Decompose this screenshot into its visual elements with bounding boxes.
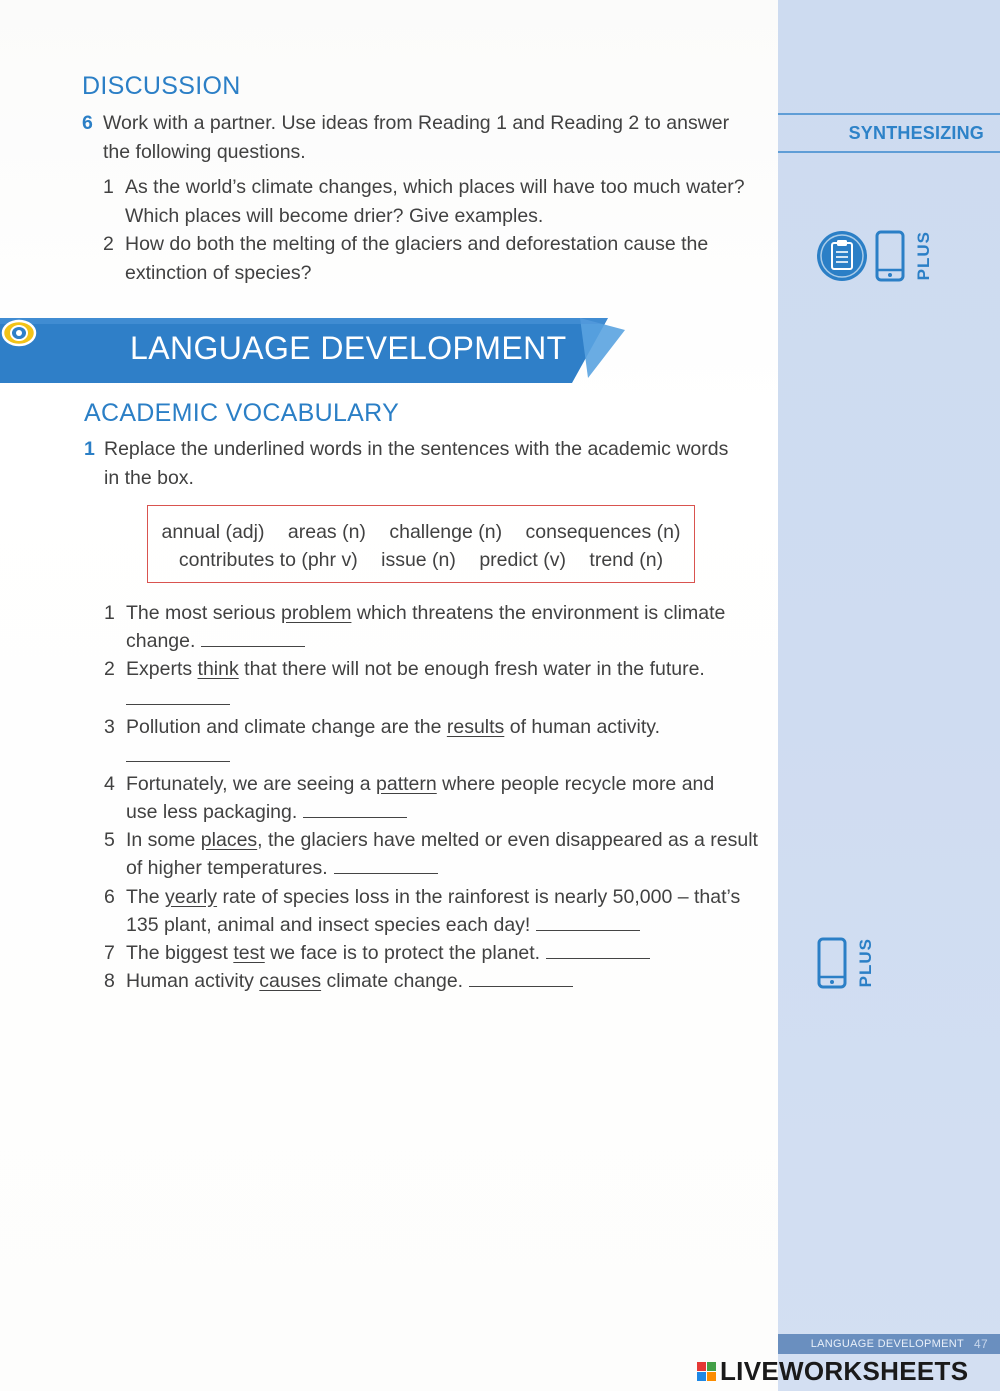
underlined-word: yearly [165,885,218,908]
item-number: 7 [104,942,115,965]
exercise-item [104,770,764,826]
sidebar-icons-lower [816,935,876,991]
item-text: 135 plant, animal and insect species each day! [126,913,531,936]
exercise-item [104,713,764,762]
liveworksheets-logo-icon [697,1362,716,1381]
page-number: 47 [974,1337,988,1351]
plus-label: PLUS [914,231,933,281]
item-text: The [126,885,166,908]
answer-blank[interactable] [126,684,230,705]
word-row [148,546,694,574]
exercise-item [104,883,764,939]
exercise-item [104,967,764,995]
underlined-word: pattern [376,772,437,795]
item-text: of human activity. [504,715,661,738]
item-text: , the glaciers have melted or even disappeared as a result [257,829,758,852]
answer-blank[interactable] [469,985,573,987]
list-item [103,173,773,230]
item-number: 4 [104,772,115,795]
discussion-items [103,173,773,287]
word-row [148,518,694,546]
page-footer [778,1334,1000,1354]
discussion-heading: DISCUSSION [82,72,241,100]
liveworksheets-watermark [697,1356,968,1386]
item-text: of higher temperatures. [126,857,328,880]
item-text: Experts [126,658,198,681]
exercise-list [104,599,764,995]
question-text: the following questions. [103,140,306,163]
answer-blank[interactable] [303,816,407,818]
watermark-text: LIVEWORKSHEETS [720,1355,969,1386]
side-strip [778,0,1000,1391]
word-item: annual (adj) [161,521,265,543]
item-text: Which places will become drier? Give examples. [125,204,544,227]
item-text: As the world’s climate changes, which places will have too much water? [125,176,745,198]
item-text: The most serious [126,602,281,624]
answer-blank[interactable] [536,929,640,931]
item-text: How do both the melting of the glaciers and deforestation cause the [125,233,709,255]
item-text: extinction of species? [125,261,312,284]
item-text: we face is to protect the planet. [264,942,541,965]
word-item: contributes to (phr v) [178,549,358,571]
item-number: 8 [104,970,115,993]
item-number: 2 [104,658,115,681]
word-item: predict (v) [479,549,566,571]
item-number: 3 [104,715,115,738]
discussion-question [82,109,772,166]
plus-label: PLUS [856,938,875,988]
word-item: issue (n) [381,549,456,571]
item-text: In some [126,829,201,852]
phone-icon [874,228,908,284]
exercise-item [104,599,764,655]
question-number: 6 [82,112,93,134]
item-number: 1 [103,176,114,198]
underlined-word: test [233,942,265,965]
word-item: trend (n) [589,549,664,571]
answer-blank[interactable] [546,957,650,959]
synthesizing-tag: SYNTHESIZING [778,113,1000,153]
instruction-text: in the box. [104,466,194,489]
item-text: use less packaging. [126,801,298,824]
item-text: change. [126,630,196,653]
clipboard-icon [816,228,868,284]
eye-target-icon [0,318,38,348]
item-text: Pollution and climate change are the [126,715,447,738]
item-number: 5 [104,829,115,852]
word-item: consequences (n) [525,521,681,543]
vocab-instruction [84,435,774,492]
language-development-banner [0,318,625,383]
word-box [147,505,695,583]
underlined-word: results [446,715,505,738]
item-text: Human activity [126,970,260,993]
list-item [103,230,773,287]
answer-blank[interactable] [201,645,305,647]
exercise-item [104,826,764,882]
answer-blank[interactable] [334,872,438,874]
word-item: areas (n) [287,521,366,543]
question-text: Work with a partner. Use ideas from Reading 1 and Reading 2 to answer [103,112,730,134]
sidebar-icons-top [816,228,934,284]
item-text: climate change. [321,970,464,993]
item-number: 2 [103,233,114,255]
underlined-word: causes [259,970,322,993]
exercise-item [104,655,764,704]
academic-vocabulary-heading: ACADEMIC VOCABULARY [84,399,400,427]
word-item: challenge (n) [389,521,503,543]
item-text: rate of species loss in the rainforest is nearly 50,000 – that’s [217,885,741,908]
instruction-number: 1 [84,438,95,460]
exercise-item [104,939,764,967]
banner-title: LANGUAGE DEVELOPMENT [130,330,567,366]
item-text: that there will not be enough fresh water in the future. [238,658,705,681]
footer-section: LANGUAGE DEVELOPMENT [810,1338,965,1350]
underlined-word: places [200,829,258,852]
item-text: which threatens the environment is climate [351,602,726,624]
item-number: 1 [104,602,115,624]
item-number: 6 [104,885,115,908]
item-text: The biggest [126,942,234,965]
underlined-word: think [197,658,239,681]
instruction-text: Replace the underlined words in the sentences with the academic words [104,438,729,460]
answer-blank[interactable] [126,741,230,762]
item-text: Fortunately, we are seeing a [126,772,377,795]
item-text: where people recycle more and [436,772,715,795]
underlined-word: problem [280,602,352,624]
phone-icon [816,935,850,991]
